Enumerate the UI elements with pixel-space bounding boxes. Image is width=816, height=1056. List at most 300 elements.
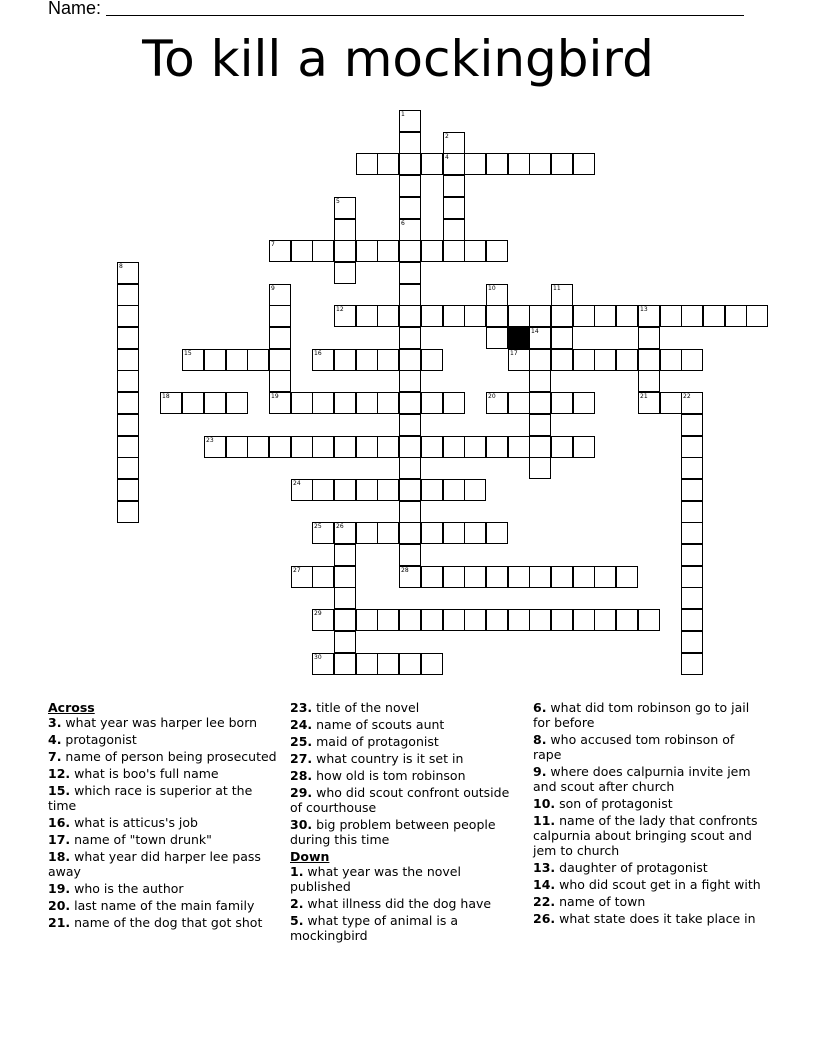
grid-cell[interactable] [269,349,291,371]
grid-cell[interactable] [486,240,508,262]
clue-text: what illness did the dog have [303,896,492,911]
grid-cell[interactable] [356,436,378,458]
clue-item [290,751,515,766]
grid-cell[interactable] [421,153,443,175]
grid-cell[interactable] [486,327,508,349]
grid-cell[interactable] [399,305,421,327]
grid-cell[interactable] [291,392,313,414]
grid-cell[interactable] [334,262,356,284]
clue-number: 29. [290,785,313,800]
grid-cell[interactable] [660,305,682,327]
grid-cell[interactable] [681,349,703,371]
grid-cell[interactable] [399,370,421,392]
cell-number: 9 [271,285,275,292]
grid-cell[interactable] [464,609,486,631]
grid-cell[interactable] [529,370,551,392]
grid-cell[interactable] [204,349,226,371]
grid-cell[interactable] [508,305,530,327]
grid-cell[interactable] [681,566,703,588]
grid-cell[interactable] [681,609,703,631]
grid-cell[interactable] [334,522,356,544]
grid-cell[interactable] [377,240,399,262]
grid-cell[interactable] [117,436,139,458]
grid-cell[interactable] [508,392,530,414]
clue-text: protagonist [61,732,137,747]
grid-cell[interactable] [551,153,573,175]
grid-cell[interactable] [638,305,660,327]
grid-cell[interactable] [573,392,595,414]
grid-cell[interactable] [551,566,573,588]
cell-number: 29 [314,610,322,617]
grid-cell[interactable] [443,153,465,175]
grid-cell[interactable] [334,479,356,501]
clue-column-1 [48,700,278,932]
cell-number: 6 [401,220,405,227]
clue-item [48,815,278,830]
cell-number: 10 [488,285,496,292]
grid-cell[interactable] [443,240,465,262]
grid-cell[interactable] [399,414,421,436]
grid-cell[interactable] [681,414,703,436]
grid-cell[interactable] [204,392,226,414]
grid-cell[interactable] [182,349,204,371]
grid-cell[interactable] [681,501,703,523]
grid-cell[interactable] [399,544,421,566]
clue-text: where does calpurnia invite jem and scout after church [533,764,751,794]
grid-cell[interactable] [464,566,486,588]
grid-cell[interactable] [464,153,486,175]
grid-cell[interactable] [269,370,291,392]
grid-cell[interactable] [616,305,638,327]
grid-cell[interactable] [551,327,573,349]
grid-cell[interactable] [399,175,421,197]
grid-cell[interactable] [464,436,486,458]
grid-cell[interactable] [681,305,703,327]
clue-text: what year was harper lee born [61,715,258,730]
grid-cell[interactable] [551,284,573,306]
clue-item [533,813,763,858]
grid-cell[interactable] [117,392,139,414]
grid-cell[interactable] [399,219,421,241]
grid-cell[interactable] [681,479,703,501]
grid-cell[interactable] [421,609,443,631]
grid-cell[interactable] [681,436,703,458]
grid-cell[interactable] [312,349,334,371]
clue-text: what is boo's full name [70,766,219,781]
grid-cell[interactable] [443,566,465,588]
grid-cell[interactable] [421,349,443,371]
grid-cell[interactable] [117,414,139,436]
grid-cell[interactable] [529,153,551,175]
grid-cell[interactable] [377,479,399,501]
clue-number: 12. [48,766,71,781]
grid-cell[interactable] [356,522,378,544]
clue-item [533,860,763,875]
grid-cell[interactable] [529,566,551,588]
grid-cell[interactable] [399,479,421,501]
grid-cell[interactable] [334,240,356,262]
grid-cell[interactable] [356,305,378,327]
grid-cell[interactable] [312,522,334,544]
grid-cell[interactable] [573,566,595,588]
grid-cell[interactable] [529,609,551,631]
clue-list [290,864,515,943]
clue-number: 18. [48,849,71,864]
grid-cell[interactable] [529,436,551,458]
grid-cell[interactable] [725,305,747,327]
grid-cell[interactable] [269,436,291,458]
clue-number: 5. [290,913,304,928]
grid-cell[interactable] [226,392,248,414]
grid-cell[interactable] [312,392,334,414]
grid-cell[interactable] [356,609,378,631]
clue-text: which race is superior at the time [48,783,253,813]
grid-cell[interactable] [226,349,248,371]
grid-cell[interactable] [486,566,508,588]
grid-cell[interactable] [377,305,399,327]
grid-cell[interactable] [443,197,465,219]
clue-item [290,734,515,749]
clue-text: who did scout get in a fight with [555,877,761,892]
grid-cell[interactable] [377,653,399,675]
cell-number: 8 [119,263,123,270]
cell-number: 21 [640,393,648,400]
clue-text: name of the lady that confronts calpurnia about bringing scout and jem to church [533,813,758,858]
grid-cell[interactable] [551,305,573,327]
grid-cell[interactable] [421,392,443,414]
grid-cell[interactable] [312,479,334,501]
grid-cell[interactable] [399,240,421,262]
clue-text: name of "town drunk" [70,832,212,847]
grid-cell[interactable] [117,501,139,523]
clue-item [48,749,278,764]
grid-cell[interactable] [616,609,638,631]
grid-cell[interactable] [160,392,182,414]
grid-cell[interactable] [334,349,356,371]
grid-cell[interactable] [486,153,508,175]
grid-cell[interactable] [334,392,356,414]
cell-number: 19 [271,393,279,400]
grid-cell[interactable] [399,609,421,631]
clue-item [48,715,278,730]
grid-cell[interactable] [638,349,660,371]
cell-number: 11 [553,285,561,292]
grid-cell[interactable] [594,305,616,327]
clue-number: 6. [533,700,547,715]
clue-number: 16. [48,815,71,830]
grid-cell[interactable] [399,457,421,479]
clue-number: 1. [290,864,304,879]
grid-cell[interactable] [443,436,465,458]
clue-text: big problem between people during this time [290,817,496,847]
down-heading: Down [290,849,330,864]
grid-cell[interactable] [312,609,334,631]
grid-cell[interactable] [508,153,530,175]
grid-cell[interactable] [377,349,399,371]
grid-cell[interactable] [486,522,508,544]
clue-column-3 [533,700,763,928]
grid-cell[interactable] [399,197,421,219]
grid-cell[interactable] [443,132,465,154]
grid-cell[interactable] [356,653,378,675]
clue-item [48,732,278,747]
grid-cell[interactable] [443,609,465,631]
grid-cell[interactable] [421,305,443,327]
clue-number: 19. [48,881,71,896]
grid-cell[interactable] [421,653,443,675]
grid-cell[interactable] [421,522,443,544]
grid-cell[interactable] [334,305,356,327]
clue-number: 7. [48,749,62,764]
grid-cell[interactable] [529,457,551,479]
grid-cell[interactable] [464,240,486,262]
clue-item [290,896,515,911]
grid-cell[interactable] [356,349,378,371]
clue-item [48,881,278,896]
grid-cell[interactable] [247,349,269,371]
cell-number: 7 [271,241,275,248]
grid-cell[interactable] [399,284,421,306]
grid-cell[interactable] [334,436,356,458]
grid-cell[interactable] [204,436,226,458]
clue-number: 27. [290,751,313,766]
grid-cell[interactable] [117,457,139,479]
grid-cell[interactable] [377,436,399,458]
grid-cell[interactable] [334,566,356,588]
clue-item [533,894,763,909]
grid-cell[interactable] [594,566,616,588]
cell-number: 13 [640,306,648,313]
grid-cell[interactable] [660,349,682,371]
grid-cell[interactable] [356,479,378,501]
grid-cell[interactable] [746,305,768,327]
grid-cell[interactable] [486,284,508,306]
grid-cell[interactable] [312,566,334,588]
grid-cell[interactable] [443,522,465,544]
grid-cell[interactable] [399,653,421,675]
grid-cell[interactable] [529,414,551,436]
grid-cell[interactable] [464,305,486,327]
grid-cell[interactable] [334,197,356,219]
grid-cell[interactable] [681,392,703,414]
grid-cell[interactable] [681,457,703,479]
clue-number: 15. [48,783,71,798]
grid-cell[interactable] [247,436,269,458]
grid-cell[interactable] [117,284,139,306]
grid-cell[interactable] [573,436,595,458]
grid-cell[interactable] [573,305,595,327]
grid-cell[interactable] [464,479,486,501]
cell-number: 22 [683,393,691,400]
grid-cell[interactable] [117,305,139,327]
cell-number: 14 [531,328,539,335]
grid-cell[interactable] [529,349,551,371]
grid-cell[interactable] [421,566,443,588]
grid-cell[interactable] [291,436,313,458]
grid-cell[interactable] [291,566,313,588]
grid-cell[interactable] [508,609,530,631]
clue-column-2 [290,700,515,945]
clue-text: son of protagonist [555,796,673,811]
clue-number: 30. [290,817,313,832]
clue-text: what state does it take place in [555,911,756,926]
grid-cell[interactable] [508,566,530,588]
clue-number: 22. [533,894,556,909]
grid-cell[interactable] [117,349,139,371]
grid-cell[interactable] [551,349,573,371]
grid-cell[interactable] [334,631,356,653]
grid-cell[interactable] [399,522,421,544]
grid-cell[interactable] [399,262,421,284]
grid-cell[interactable] [356,240,378,262]
grid-cell[interactable] [508,349,530,371]
clue-text: name of the dog that got shot [70,915,263,930]
grid-cell[interactable] [681,587,703,609]
grid-cell[interactable] [312,436,334,458]
grid-cell[interactable] [573,609,595,631]
grid-cell[interactable] [399,392,421,414]
grid-cell[interactable] [117,327,139,349]
clue-text: what is atticus's job [70,815,198,830]
clue-item [533,732,763,762]
grid-cell[interactable] [443,219,465,241]
grid-cell[interactable] [421,240,443,262]
clue-text: name of town [555,894,646,909]
clue-item [533,877,763,892]
grid-cell[interactable] [443,305,465,327]
grid-cell[interactable] [681,522,703,544]
grid-cell[interactable] [399,132,421,154]
grid-cell[interactable] [312,653,334,675]
grid-cell[interactable] [443,479,465,501]
clue-number: 8. [533,732,547,747]
grid-cell[interactable] [312,240,334,262]
grid-cell[interactable] [117,479,139,501]
clue-item [290,913,515,943]
grid-cell[interactable] [399,349,421,371]
grid-cell[interactable] [638,327,660,349]
grid-cell[interactable] [681,544,703,566]
grid-cell[interactable] [117,262,139,284]
name-label: Name: [48,0,102,18]
clue-text: how old is tom robinson [312,768,466,783]
grid-cell[interactable] [269,240,291,262]
clue-number: 17. [48,832,71,847]
grid-cell[interactable] [334,544,356,566]
grid-cell[interactable] [529,327,551,349]
clue-text: who accused tom robinson of rape [533,732,735,762]
grid-cell[interactable] [529,392,551,414]
grid-cell[interactable] [464,522,486,544]
grid-cell[interactable] [638,609,660,631]
grid-cell[interactable] [594,609,616,631]
clue-item [290,717,515,732]
grid-cell[interactable] [399,110,421,132]
grid-cell[interactable] [269,284,291,306]
grid-cell[interactable] [551,609,573,631]
grid-cell[interactable] [594,349,616,371]
clue-number: 26. [533,911,556,926]
grid-cell[interactable] [638,392,660,414]
grid-cell[interactable] [356,392,378,414]
cell-number: 4 [445,154,449,161]
grid-cell[interactable] [660,392,682,414]
grid-cell[interactable] [443,392,465,414]
grid-cell[interactable] [399,501,421,523]
grid-cell[interactable] [334,587,356,609]
grid-cell[interactable] [616,566,638,588]
clue-item [290,817,515,847]
grid-cell[interactable] [291,479,313,501]
grid-cell[interactable] [377,392,399,414]
clue-text: who did scout confront outside of courthouse [290,785,510,815]
grid-cell[interactable] [399,566,421,588]
clue-item [290,768,515,783]
grid-cell[interactable] [399,153,421,175]
grid-cell[interactable] [399,436,421,458]
clue-item [48,849,278,879]
clue-number: 2. [290,896,304,911]
grid-cell[interactable] [486,609,508,631]
clue-item [533,911,763,926]
grid-cell[interactable] [334,219,356,241]
across-heading: Across [48,700,95,715]
grid-cell[interactable] [291,240,313,262]
grid-cell[interactable] [551,392,573,414]
clue-text: what country is it set in [312,751,464,766]
clue-number: 23. [290,700,313,715]
grid-cell[interactable] [573,153,595,175]
grid-cell[interactable] [443,175,465,197]
grid-cell[interactable] [269,327,291,349]
grid-cell[interactable] [529,305,551,327]
clue-item [533,700,763,730]
clue-number: 3. [48,715,62,730]
grid-cell[interactable] [269,392,291,414]
clue-list [48,715,278,930]
cell-number: 24 [293,480,301,487]
grid-cell[interactable] [638,370,660,392]
grid-cell[interactable] [182,392,204,414]
cell-number: 25 [314,523,322,530]
grid-cell[interactable] [508,436,530,458]
grid-cell[interactable] [356,153,378,175]
grid-cell[interactable] [377,153,399,175]
grid-cell[interactable] [573,349,595,371]
grid-cell[interactable] [334,609,356,631]
grid-cell[interactable] [117,370,139,392]
grid-cell[interactable] [226,436,248,458]
grid-cell[interactable] [399,327,421,349]
grid-cell[interactable] [703,305,725,327]
grid-cell[interactable] [486,436,508,458]
clue-text: maid of protagonist [312,734,439,749]
grid-cell[interactable] [269,305,291,327]
grid-cell[interactable] [486,305,508,327]
grid-block-cell [508,327,530,349]
grid-cell[interactable] [421,479,443,501]
grid-cell[interactable] [616,349,638,371]
grid-cell[interactable] [486,392,508,414]
grid-cell[interactable] [681,631,703,653]
grid-cell[interactable] [551,436,573,458]
grid-cell[interactable] [681,653,703,675]
grid-cell[interactable] [377,522,399,544]
grid-cell[interactable] [377,609,399,631]
grid-cell[interactable] [334,653,356,675]
grid-cell[interactable] [421,436,443,458]
clue-number: 4. [48,732,62,747]
